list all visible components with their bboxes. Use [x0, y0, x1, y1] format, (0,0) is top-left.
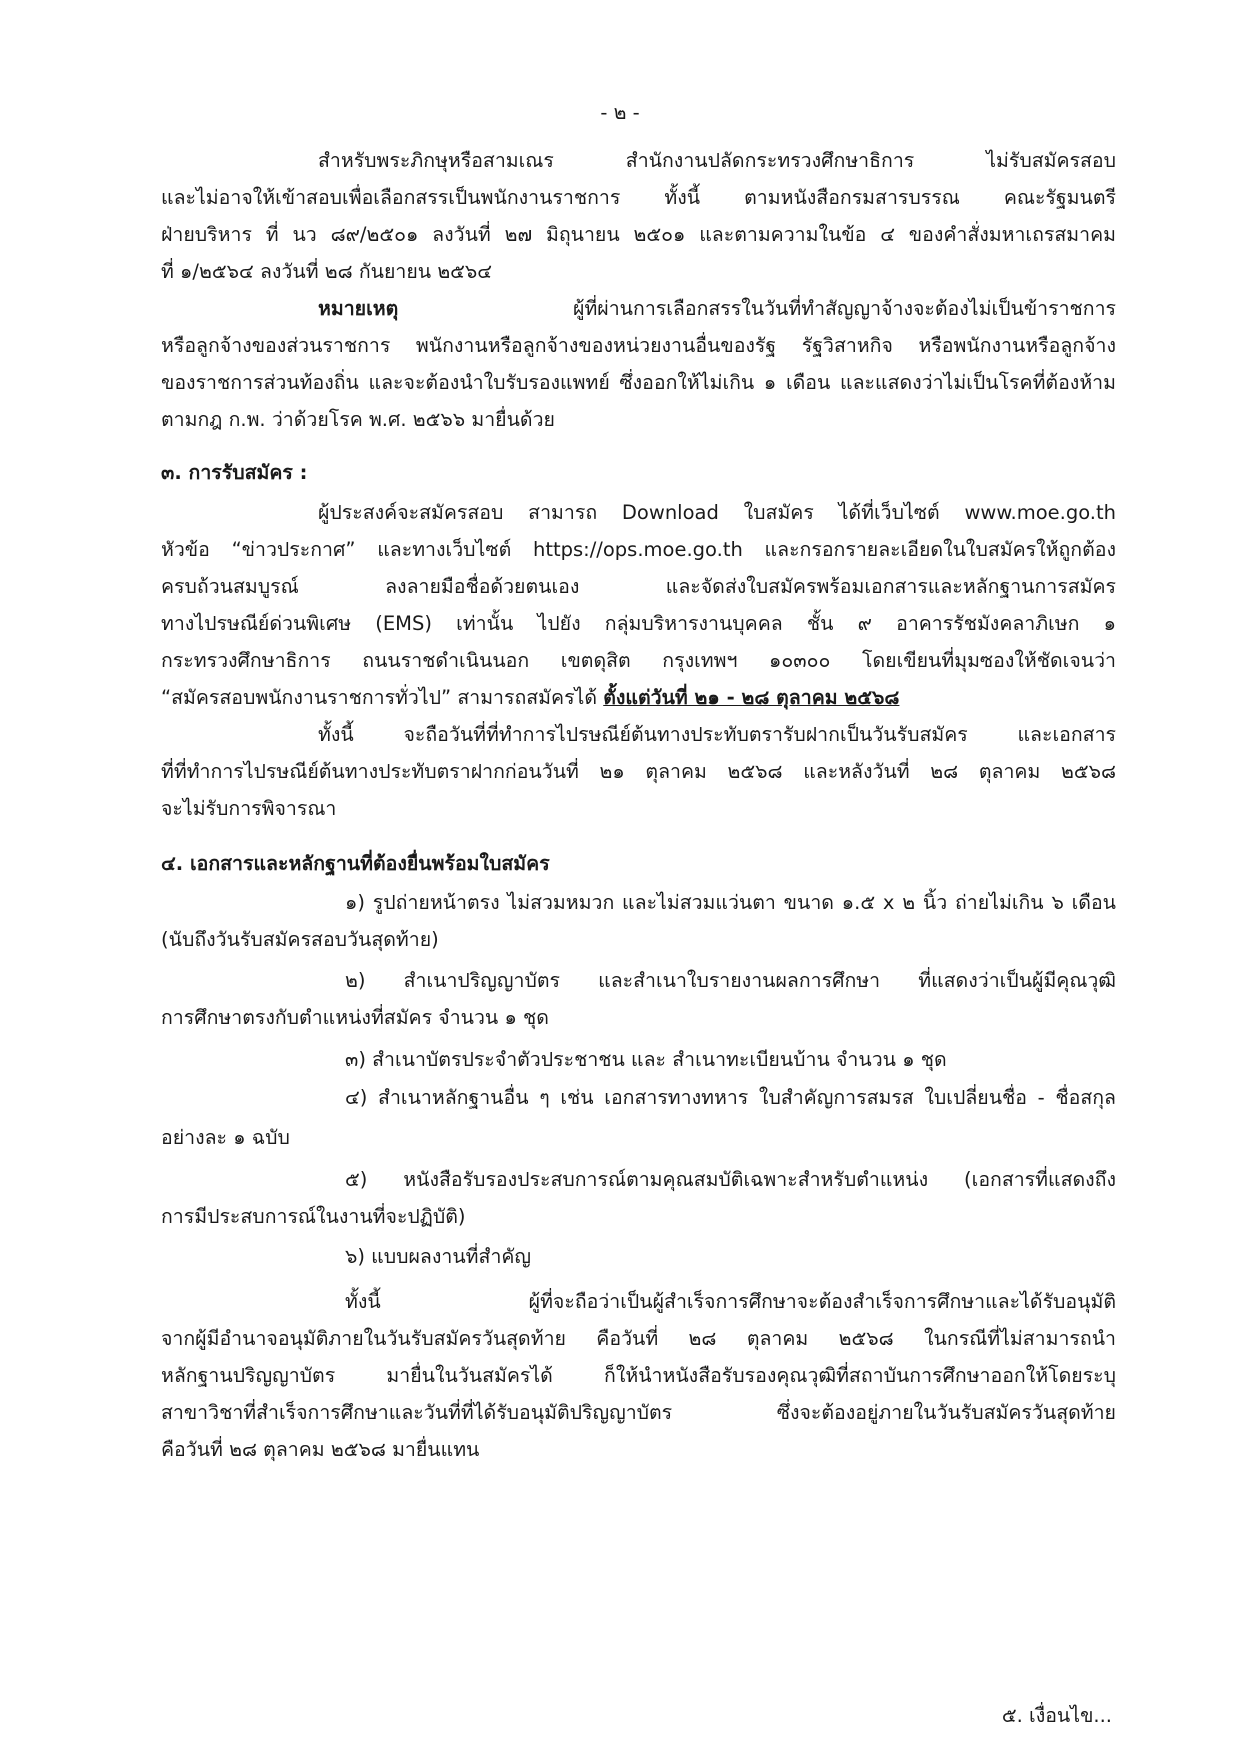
paragraph-line: สำหรับพระภิกษุหรือสามเณร สำนักงานปลัดกระทรวงศึกษาธิการ ไม่รับสมัครสอบ	[318, 149, 1116, 172]
list-item: ๕) หนังสือรับรองประสบการณ์ตามคุณสมบัติเฉพาะสำหรับตำแหน่ง (เอกสารที่แสดงถึง	[345, 1168, 1116, 1191]
list-item-continuation: การศึกษาตรงกับตำแหน่งที่สมัคร จำนวน ๑ ชุด	[161, 1006, 549, 1029]
section-3-line: หัวข้อ “ข่าวประกาศ” และทางเว็บไซต์ https://ops.moe.go.th และกรอกรายละเอียดในใบสมัครให้ถูกต้อง	[161, 538, 1116, 561]
note-line: ของราชการส่วนท้องถิ่น และจะต้องนำใบรับรองแพทย์ ซึ่งออกให้ไม่เกิน ๑ เดือน และแสดงว่าไม่เป็นโรคที่ต้องห้าม	[161, 371, 1116, 394]
paragraph-line: ฝ่ายบริหาร ที่ นว ๘๙/๒๕๐๑ ลงวันที่ ๒๗ มิถุนายน ๒๕๐๑ และตามความในข้อ ๔ ของคำสั่งมหาเถรสมาคม	[161, 223, 1116, 246]
list-item: ๑) รูปถ่ายหน้าตรง ไม่สวมหมวก และไม่สวมแว่นตา ขนาด ๑.๕ x ๒ นิ้ว ถ่ายไม่เกิน ๖ เดือน	[345, 891, 1116, 914]
section-3-line: ผู้ประสงค์จะสมัครสอบ สามารถ Download ใบสมัคร ได้ที่เว็บไซต์ www.moe.go.th	[318, 501, 1116, 524]
note-line: ตามกฎ ก.พ. ว่าด้วยโรค พ.ศ. ๒๕๖๖ มายื่นด้วย	[161, 408, 555, 431]
section-3-line: กระทรวงศึกษาธิการ ถนนราชดำเนินนอก เขตดุสิต กรุงเทพฯ ๑๐๓๐๐ โดยเขียนที่มุมซองให้ชัดเจนว่า	[161, 649, 1116, 672]
final-paragraph-line: จากผู้มีอำนาจอนุมัติภายในวันรับสมัครวันสุดท้าย คือวันที่ ๒๘ ตุลาคม ๒๕๖๘ ในกรณีที่ไม่สามารถนำ	[161, 1327, 1116, 1350]
continuation-footer: ๕. เงื่อนไข...	[1001, 1704, 1112, 1727]
note-text: ผู้ที่ผ่านการเลือกสรรในวันที่ทำสัญญาจ้างจะต้องไม่เป็นข้าราชการ	[573, 297, 1116, 320]
note-label: หมายเหตุ	[318, 297, 399, 320]
postmark-line: จะไม่รับการพิจารณา	[161, 797, 337, 820]
list-item-continuation: การมีประสบการณ์ในงานที่จะปฏิบัติ)	[161, 1205, 466, 1228]
page-number: - ๒ -	[600, 101, 640, 124]
application-period-line	[161, 681, 899, 715]
section-3-heading: ๓. การรับสมัคร :	[161, 461, 308, 484]
list-item: ๒) สำเนาปริญญาบัตร และสำเนาใบรายงานผลการศึกษา ที่แสดงว่าเป็นผู้มีคุณวุฒิ	[345, 969, 1116, 992]
list-item: ๓) สำเนาบัตรประจำตัวประชาชน และ สำเนาทะเบียนบ้าน จำนวน ๑ ชุด	[345, 1048, 947, 1071]
note-line: หรือลูกจ้างของส่วนราชการ พนักงานหรือลูกจ้างของหน่วยงานอื่นของรัฐ รัฐวิสาหกิจ หรือพนักงานหรือลูกจ้าง	[161, 334, 1116, 357]
paragraph-line: ที่ ๑/๒๕๖๔ ลงวันที่ ๒๘ กันยายน ๒๕๖๔	[161, 260, 493, 283]
section-4-heading: ๔. เอกสารและหลักฐานที่ต้องยื่นพร้อมใบสมัคร	[161, 852, 550, 875]
final-paragraph-line: ทั้งนี้ ผู้ที่จะถือว่าเป็นผู้สำเร็จการศึกษาจะต้องสำเร็จการศึกษาและได้รับอนุมัติ	[345, 1290, 1116, 1313]
postmark-line: ทั้งนี้ จะถือวันที่ที่ทำการไปรษณีย์ต้นทางประทับตรารับฝากเป็นวันรับสมัคร และเอกสาร	[318, 723, 1116, 746]
final-paragraph-line: คือวันที่ ๒๘ ตุลาคม ๒๕๖๘ มายื่นแทน	[161, 1438, 480, 1461]
application-period-prefix: “สมัครสอบพนักงานราชการทั่วไป” สามารถสมัครได้	[161, 686, 604, 709]
final-paragraph-line: สาขาวิชาที่สำเร็จการศึกษาและวันที่ที่ได้รับอนุมัติปริญญาบัตร ซึ่งจะต้องอยู่ภายในวันรับสมัครวันสุดท้าย	[161, 1401, 1116, 1424]
section-3-line: ทางไปรษณีย์ด่วนพิเศษ (EMS) เท่านั้น ไปยัง กลุ่มบริหารงานบุคคล ชั้น ๙ อาคารรัชมังคลาภิเษก ๑	[161, 612, 1116, 635]
list-item-continuation: อย่างละ ๑ ฉบับ	[161, 1126, 290, 1149]
final-paragraph-line: หลักฐานปริญญาบัตร มายื่นในวันสมัครได้ ก็ให้นำหนังสือรับรองคุณวุฒิที่สถาบันการศึกษาออกให้โดยระบุ	[161, 1364, 1116, 1387]
list-item-continuation: (นับถึงวันรับสมัครสอบวันสุดท้าย)	[161, 928, 439, 951]
list-item: ๖) แบบผลงานที่สำคัญ	[345, 1245, 532, 1268]
list-item: ๔) สำเนาหลักฐานอื่น ๆ เช่น เอกสารทางทหาร ใบสำคัญการสมรส ใบเปลี่ยนชื่อ - ชื่อสกุล	[345, 1086, 1116, 1109]
application-period-dates: ตั้งแต่วันที่ ๒๑ - ๒๘ ตุลาคม ๒๕๖๘	[603, 686, 900, 709]
section-3-line: ครบถ้วนสมบูรณ์ ลงลายมือชื่อด้วยตนเอง และจัดส่งใบสมัครพร้อมเอกสารและหลักฐานการสมัคร	[161, 575, 1116, 598]
postmark-line: ที่ที่ทำการไปรษณีย์ต้นทางประทับตราฝากก่อนวันที่ ๒๑ ตุลาคม ๒๕๖๘ และหลังวันที่ ๒๘ ตุลาคม ๒๕๖๘	[161, 760, 1116, 783]
note-first-line	[318, 292, 1116, 326]
paragraph-line: และไม่อาจให้เข้าสอบเพื่อเลือกสรรเป็นพนักงานราชการ ทั้งนี้ ตามหนังสือกรมสารบรรณ คณะรัฐมนตรี	[161, 186, 1116, 209]
